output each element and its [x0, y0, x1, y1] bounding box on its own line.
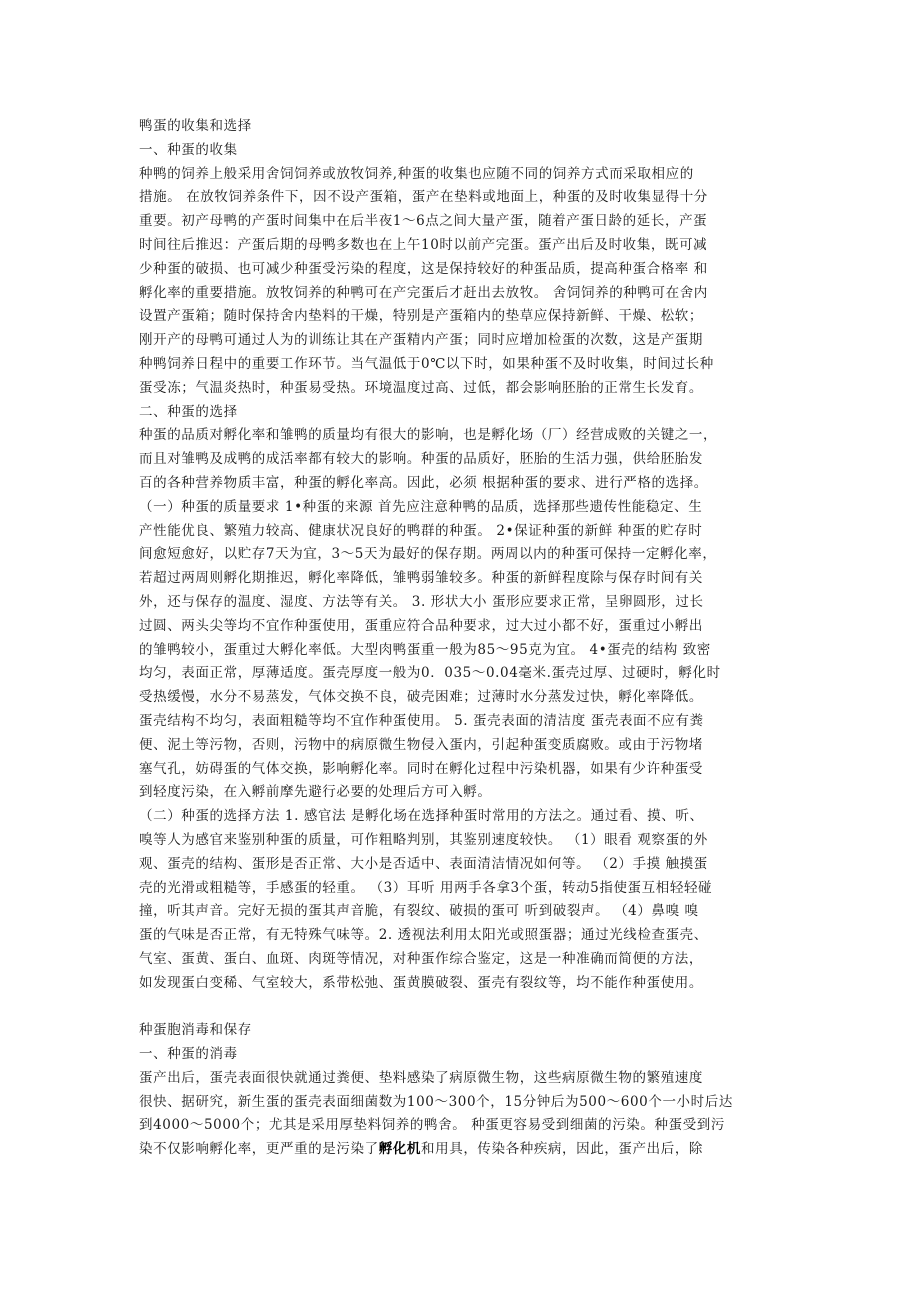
text-line: 一、种蛋的收集 [139, 141, 238, 158]
text-line: 过圆、两头尖等均不宜作种蛋使用，蛋重应符合品种要求，过大过小都不好，蛋重过小孵出 [139, 617, 703, 634]
text-line: 很快、据研究，新生蛋的蛋壳表面细菌数为100～300个，15分钟后为500～600个一小时后达 [139, 1093, 733, 1110]
text-line: 的雏鸭较小，蛋重过大孵化率低。大型肉鸭蛋重一般为85～95克为宜。 4•蛋壳的结构 致密 [139, 641, 711, 658]
text-line: 重要。初产母鸭的产蛋时间集中在后半夜1～6点之间大量产蛋，随着产蛋日龄的延长，产蛋 [139, 213, 708, 230]
text-line: 种鸭饲养日程中的重要工作环节。当气温低于0℃以下时，如果种蛋不及时收集，时间过长种 [139, 355, 714, 372]
text-line: 蛋壳结构不均匀，表面粗糙等均不宜作种蛋使用。 5. 蛋壳表面的清洁度 蛋壳表面不应有粪 [139, 712, 704, 729]
text-line: 一、种蛋的消毒 [139, 1046, 238, 1063]
text-line: 到4000～5000个；尤其是采用厚垫料饲养的鸭舍。 种蛋更容易受到细菌的污染。种蛋受到污 [139, 1117, 726, 1134]
text-line [139, 995, 789, 1019]
text-line: 时间往后推迟：产蛋后期的母鸭多数也在上午10时以前产完蛋。蛋产出后及时收集，既可减 [139, 236, 708, 253]
text-line: 撞，听其声音。完好无损的蛋其声音脆，有裂纹、破损的蛋可 听到破裂声。 （4）鼻嗅 嗅 [139, 903, 699, 920]
text-fragment: 染不仅影响孵化率，更严重的是污染了 [139, 1141, 379, 1158]
text-line: 产性能优良、繁殖力较高、健康状况良好的鸭群的种蛋。 2•保证种蛋的新鲜 种蛋的贮存时 [139, 522, 703, 539]
text-line: （二）种蛋的选择方法 1. 感官法 是孵化场在选择种蛋时常用的方法之。通过看、摸、听、 [139, 808, 704, 825]
text-line: 措施。 在放牧饲养条件下，因不设产蛋箱，蛋产在垫料或地面上，种蛋的及时收集显得十分 [139, 189, 708, 206]
text-line: 如发现蛋白变稀、气室较大，系带松弛、蛋黄膜破裂、蛋壳有裂纹等，均不能作种蛋使用。 [139, 974, 703, 991]
text-line: 蛋的气味是否正常，有无特殊气味等。2. 透视法利用太阳光或照蛋器；通过光线检查蛋壳、 [139, 927, 708, 944]
text-line: 百的各种营养物质丰富，种蛋的孵化率高。因此，必须 根据种蛋的要求、进行严格的选择。 [139, 474, 708, 491]
text-line: 塞气孔，妨碍蛋的气体交换，影响孵化率。同时在孵化过程中污染机器，如果有少许种蛋受 [139, 760, 703, 777]
text-line-last [139, 1138, 789, 1162]
text-line: 便、泥土等污物，否则，污物中的病原微生物侵入蛋内，引起种蛋变质腐败。或由于污物堵 [139, 736, 703, 753]
text-line: 孵化率的重要措施。放牧饲养的种鸭可在产完蛋后才赶出去放牧。 舍饲饲养的种鸭可在舍内 [139, 284, 708, 301]
text-line: （一）种蛋的质量要求 1•种蛋的来源 首先应注意种鸭的品质，选择那些遗传性能稳定、生 [139, 498, 703, 515]
text-line: 到轻度污染，在入孵前摩先避行必要的处理后方可入孵。 [139, 784, 492, 801]
text-line: 刚开产的母鸭可通过人为的训练让其在产蛋精内产蛋；同时应增加检蛋的次数，这是产蛋期 [139, 332, 703, 349]
text-line: 设置产蛋箱；随时保持舍内垫料的干燥，特别是产蛋箱内的垫草应保持新鲜、干燥、松软； [139, 308, 703, 325]
text-line: 嗅等人为感官来鉴别种蛋的质量，可作粗略判别，其鉴别速度较快。 （1）眼看 观察蛋的外 [139, 831, 708, 848]
text-line: 若超过两周则孵化期推迟，孵化率降低，雏鸭弱雏较多。种蛋的新鲜程度除与保存时间有关 [139, 570, 703, 587]
text-line: 气室、蛋黄、蛋白、血斑、肉斑等情况，对种蛋作综合鉴定，这是一种准确而简便的方法， [139, 950, 703, 967]
text-line: 外，还与保存的温度、湿度、方法等有关。 3. 形状大小 蛋形应要求正常，呈卵圆形，过长 [139, 593, 704, 610]
text-line: 种蛋的品质对孵化率和雏鸭的质量均有很大的影响，也是孵化场（厂）经营成败的关键之一， [139, 427, 718, 444]
bold-term: 孵化机 [378, 1141, 422, 1158]
document-body [139, 115, 789, 1162]
text-fragment: 和用具，传染各种疾病，因此，蛋产出后，除 [421, 1141, 704, 1158]
text-line: 受热缓慢，水分不易蒸发，气体交换不良，破壳困难；过薄时水分蒸发过快，孵化率降低。 [139, 689, 703, 706]
text-line: 蛋受冻；气温炎热时，种蛋易受热。环境温度过高、过低，都会影响胚胎的正常生长发育。 [139, 379, 703, 396]
text-line: 种蛋胞消毒和保存 [139, 1022, 252, 1039]
text-line: 鸭蛋的收集和选择 [139, 118, 252, 134]
text-line: 少种蛋的破损、也可减少种蛋受污染的程度，这是保持较好的种蛋品质，提高种蛋合格率 和 [139, 260, 708, 277]
text-line: 壳的光滑或粗糙等，手感蛋的轻重。 （3）耳听 用两手各拿3个蛋，转动5指使蛋互相轻轻碰 [139, 879, 713, 896]
text-line: 间愈短愈好，以贮存7天为宜，3～5天为最好的保存期。两周以内的种蛋可保持一定孵化率， [139, 546, 717, 563]
text-line: 种鸭的饲养上般采用舍饲饲养或放牧饲养,种蛋的收集也应随不同的饲养方式而采取相应的 [139, 165, 694, 182]
text-line: 而且对雏鸭及成鸭的成活率都有较大的影响。种蛋的品质好，胚胎的生活力强，供给胚胎发 [139, 451, 703, 468]
text-line: 蛋产出后，蛋壳表面很快就通过粪便、垫料感染了病原微生物，这些病原微生物的繁殖速度 [139, 1069, 703, 1086]
text-line: 均匀，表面正常，厚薄适度。蛋壳厚度一般为0．035～0.04毫米.蛋壳过厚、过硬时，孵化时 [139, 665, 721, 682]
text-line: 观、蛋壳的结构、蛋形是否正常、大小是否适中、表面清洁情况如何等。 （2）手摸 触摸蛋 [139, 855, 708, 872]
text-line: 二、种蛋的选择 [139, 403, 238, 420]
